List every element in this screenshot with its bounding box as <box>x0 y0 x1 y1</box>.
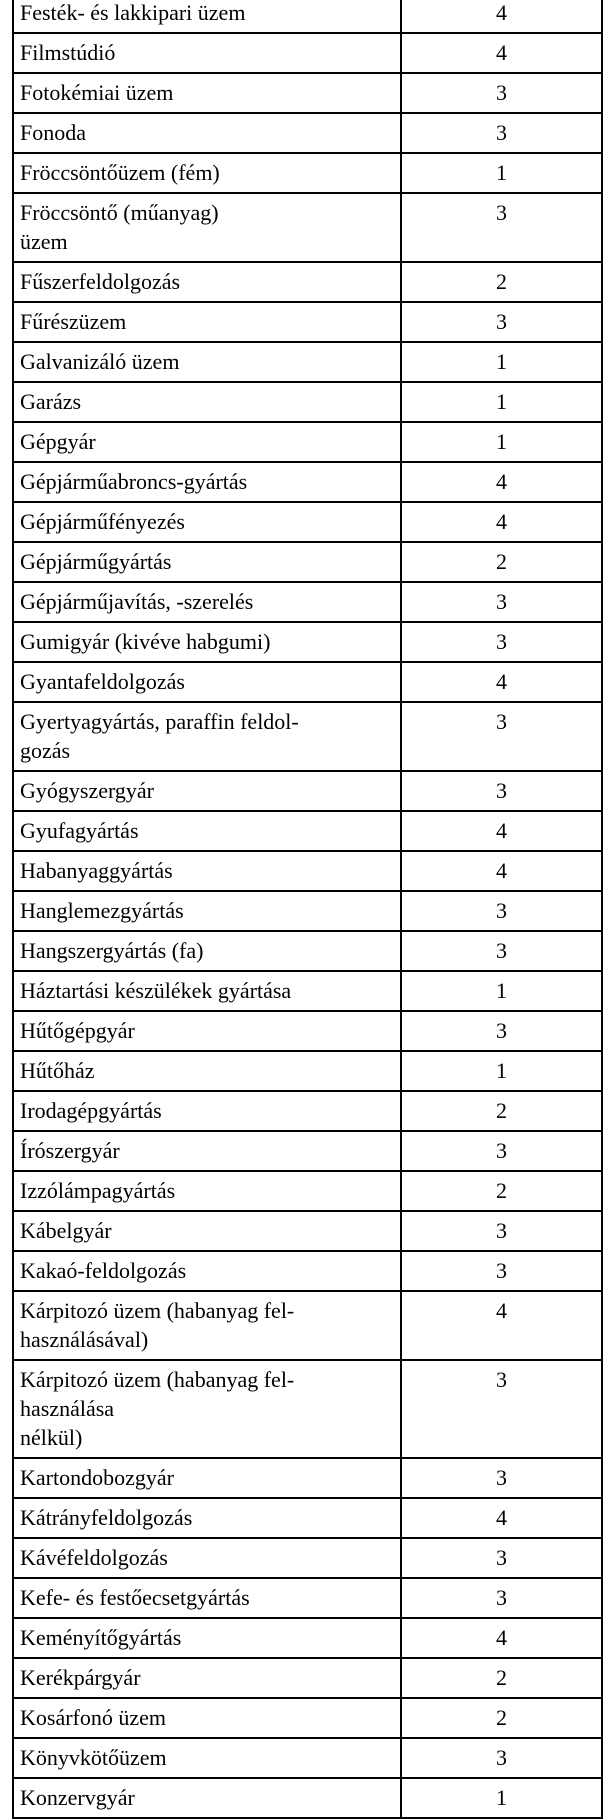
table-row <box>13 462 602 502</box>
category-value-cell: 4 <box>401 502 602 542</box>
category-value-cell: 3 <box>401 1738 602 1778</box>
category-value-cell: 3 <box>401 1131 602 1171</box>
facility-name-cell: Fűszerfeldolgozás <box>13 262 401 302</box>
facility-name-cell: Gyantafeldolgozás <box>13 662 401 702</box>
table-row <box>13 422 602 462</box>
facility-name-cell: Gyógyszergyár <box>13 771 401 811</box>
facility-name-cell: Gépjárműabroncs-gyártás <box>13 462 401 502</box>
category-value-cell: 3 <box>401 1360 602 1458</box>
facility-name-cell: Filmstúdió <box>13 33 401 73</box>
table-row <box>13 851 602 891</box>
table-row <box>13 1618 602 1658</box>
category-value-cell: 3 <box>401 302 602 342</box>
table-row <box>13 382 602 422</box>
category-value-cell: 3 <box>401 1211 602 1251</box>
facility-name-cell: Kartondobozgyár <box>13 1458 401 1498</box>
facility-name-cell: Gépjárműjavítás, -szerelés <box>13 582 401 622</box>
table-row <box>13 1011 602 1051</box>
table-row <box>13 1578 602 1618</box>
table-row <box>13 502 602 542</box>
category-value-cell: 2 <box>401 1091 602 1131</box>
category-value-cell: 2 <box>401 1171 602 1211</box>
category-value-cell: 3 <box>401 771 602 811</box>
facility-name-cell: Galvanizáló üzem <box>13 342 401 382</box>
table-row <box>13 262 602 302</box>
category-value-cell: 4 <box>401 1498 602 1538</box>
table-row <box>13 1171 602 1211</box>
table-row <box>13 1738 602 1778</box>
facility-name-cell: Hűtőház <box>13 1051 401 1091</box>
facility-name-cell: Könyvkötőüzem <box>13 1738 401 1778</box>
facility-name-cell: Fröccsöntőüzem (fém) <box>13 153 401 193</box>
table-row <box>13 113 602 153</box>
facility-name-cell: Hűtőgépgyár <box>13 1011 401 1051</box>
category-value-cell: 3 <box>401 1011 602 1051</box>
facility-name-cell: Kábelgyár <box>13 1211 401 1251</box>
category-value-cell: 3 <box>401 1578 602 1618</box>
facility-name-cell: Fűrészüzem <box>13 302 401 342</box>
table-row <box>13 1360 602 1458</box>
category-value-cell: 1 <box>401 382 602 422</box>
category-value-cell: 4 <box>401 0 602 33</box>
facility-name-cell: Garázs <box>13 382 401 422</box>
category-value-cell: 2 <box>401 1698 602 1738</box>
table-row <box>13 1211 602 1251</box>
category-value-cell: 3 <box>401 582 602 622</box>
table-body <box>13 0 602 1818</box>
category-value-cell: 4 <box>401 1291 602 1360</box>
facility-name-cell: Habanyaggyártás <box>13 851 401 891</box>
facility-name-cell: Írószergyár <box>13 1131 401 1171</box>
table-row <box>13 153 602 193</box>
facility-name-cell: Gyufagyártás <box>13 811 401 851</box>
category-value-cell: 1 <box>401 971 602 1011</box>
facility-name-cell: Gyertyagyártás, paraffin feldol- gozás <box>13 702 401 771</box>
category-value-cell: 4 <box>401 1618 602 1658</box>
table-row <box>13 1051 602 1091</box>
facility-name-cell: Háztartási készülékek gyártása <box>13 971 401 1011</box>
facility-name-cell: Kárpitozó üzem (habanyag fel- használása nélkül) <box>13 1360 401 1458</box>
facility-name-cell: Gumigyár (kivéve habgumi) <box>13 622 401 662</box>
facility-name-cell: Kávéfeldolgozás <box>13 1538 401 1578</box>
category-value-cell: 3 <box>401 1251 602 1291</box>
facility-name-cell: Fröccsöntő (műanyag) üzem <box>13 193 401 262</box>
category-value-cell: 4 <box>401 811 602 851</box>
table-row <box>13 193 602 262</box>
category-value-cell: 3 <box>401 73 602 113</box>
table-row <box>13 1658 602 1698</box>
facility-name-cell: Festék- és lakkipari üzem <box>13 0 401 33</box>
category-value-cell: 2 <box>401 542 602 582</box>
table-row <box>13 931 602 971</box>
category-value-cell: 4 <box>401 851 602 891</box>
facility-name-cell: Konzervgyár <box>13 1778 401 1818</box>
facility-name-cell: Keményítőgyártás <box>13 1618 401 1658</box>
table-row <box>13 1458 602 1498</box>
category-value-cell: 3 <box>401 193 602 262</box>
table-row <box>13 542 602 582</box>
category-value-cell: 3 <box>401 891 602 931</box>
category-value-cell: 2 <box>401 1658 602 1698</box>
table-row <box>13 811 602 851</box>
classification-table <box>12 0 603 1819</box>
facility-name-cell: Hanglemezgyártás <box>13 891 401 931</box>
facility-name-cell: Kárpitozó üzem (habanyag fel- használásával) <box>13 1291 401 1360</box>
facility-name-cell: Irodagépgyártás <box>13 1091 401 1131</box>
category-value-cell: 3 <box>401 1458 602 1498</box>
facility-name-cell: Fotokémiai üzem <box>13 73 401 113</box>
facility-name-cell: Kátrányfeldolgozás <box>13 1498 401 1538</box>
facility-name-cell: Izzólámpagyártás <box>13 1171 401 1211</box>
table-row <box>13 0 602 33</box>
facility-name-cell: Fonoda <box>13 113 401 153</box>
table-row <box>13 1091 602 1131</box>
table-row <box>13 1538 602 1578</box>
table-row <box>13 971 602 1011</box>
category-value-cell: 1 <box>401 153 602 193</box>
facility-name-cell: Gépjárműfényezés <box>13 502 401 542</box>
facility-name-cell: Kakaó-feldolgozás <box>13 1251 401 1291</box>
category-value-cell: 3 <box>401 113 602 153</box>
table-row <box>13 1251 602 1291</box>
table-row <box>13 622 602 662</box>
facility-name-cell: Gépjárműgyártás <box>13 542 401 582</box>
category-value-cell: 3 <box>401 931 602 971</box>
facility-name-cell: Kefe- és festőecsetgyártás <box>13 1578 401 1618</box>
category-value-cell: 3 <box>401 1538 602 1578</box>
facility-name-cell: Hangszergyártás (fa) <box>13 931 401 971</box>
category-value-cell: 4 <box>401 33 602 73</box>
table-row <box>13 33 602 73</box>
table-row <box>13 302 602 342</box>
table-row <box>13 662 602 702</box>
table-row <box>13 342 602 382</box>
category-value-cell: 1 <box>401 1778 602 1818</box>
category-value-cell: 3 <box>401 702 602 771</box>
facility-name-cell: Kerékpárgyár <box>13 1658 401 1698</box>
facility-name-cell: Kosárfonó üzem <box>13 1698 401 1738</box>
category-value-cell: 2 <box>401 262 602 302</box>
table-row <box>13 771 602 811</box>
category-value-cell: 4 <box>401 462 602 502</box>
table-row <box>13 73 602 113</box>
table-row <box>13 1291 602 1360</box>
category-value-cell: 1 <box>401 1051 602 1091</box>
table-row <box>13 582 602 622</box>
category-value-cell: 1 <box>401 342 602 382</box>
category-value-cell: 1 <box>401 422 602 462</box>
facility-name-cell: Gépgyár <box>13 422 401 462</box>
table-row <box>13 891 602 931</box>
category-value-cell: 3 <box>401 622 602 662</box>
category-value-cell: 4 <box>401 662 602 702</box>
table-row <box>13 1498 602 1538</box>
table-row <box>13 1698 602 1738</box>
table-row <box>13 1778 602 1818</box>
table-row <box>13 702 602 771</box>
table-row <box>13 1131 602 1171</box>
